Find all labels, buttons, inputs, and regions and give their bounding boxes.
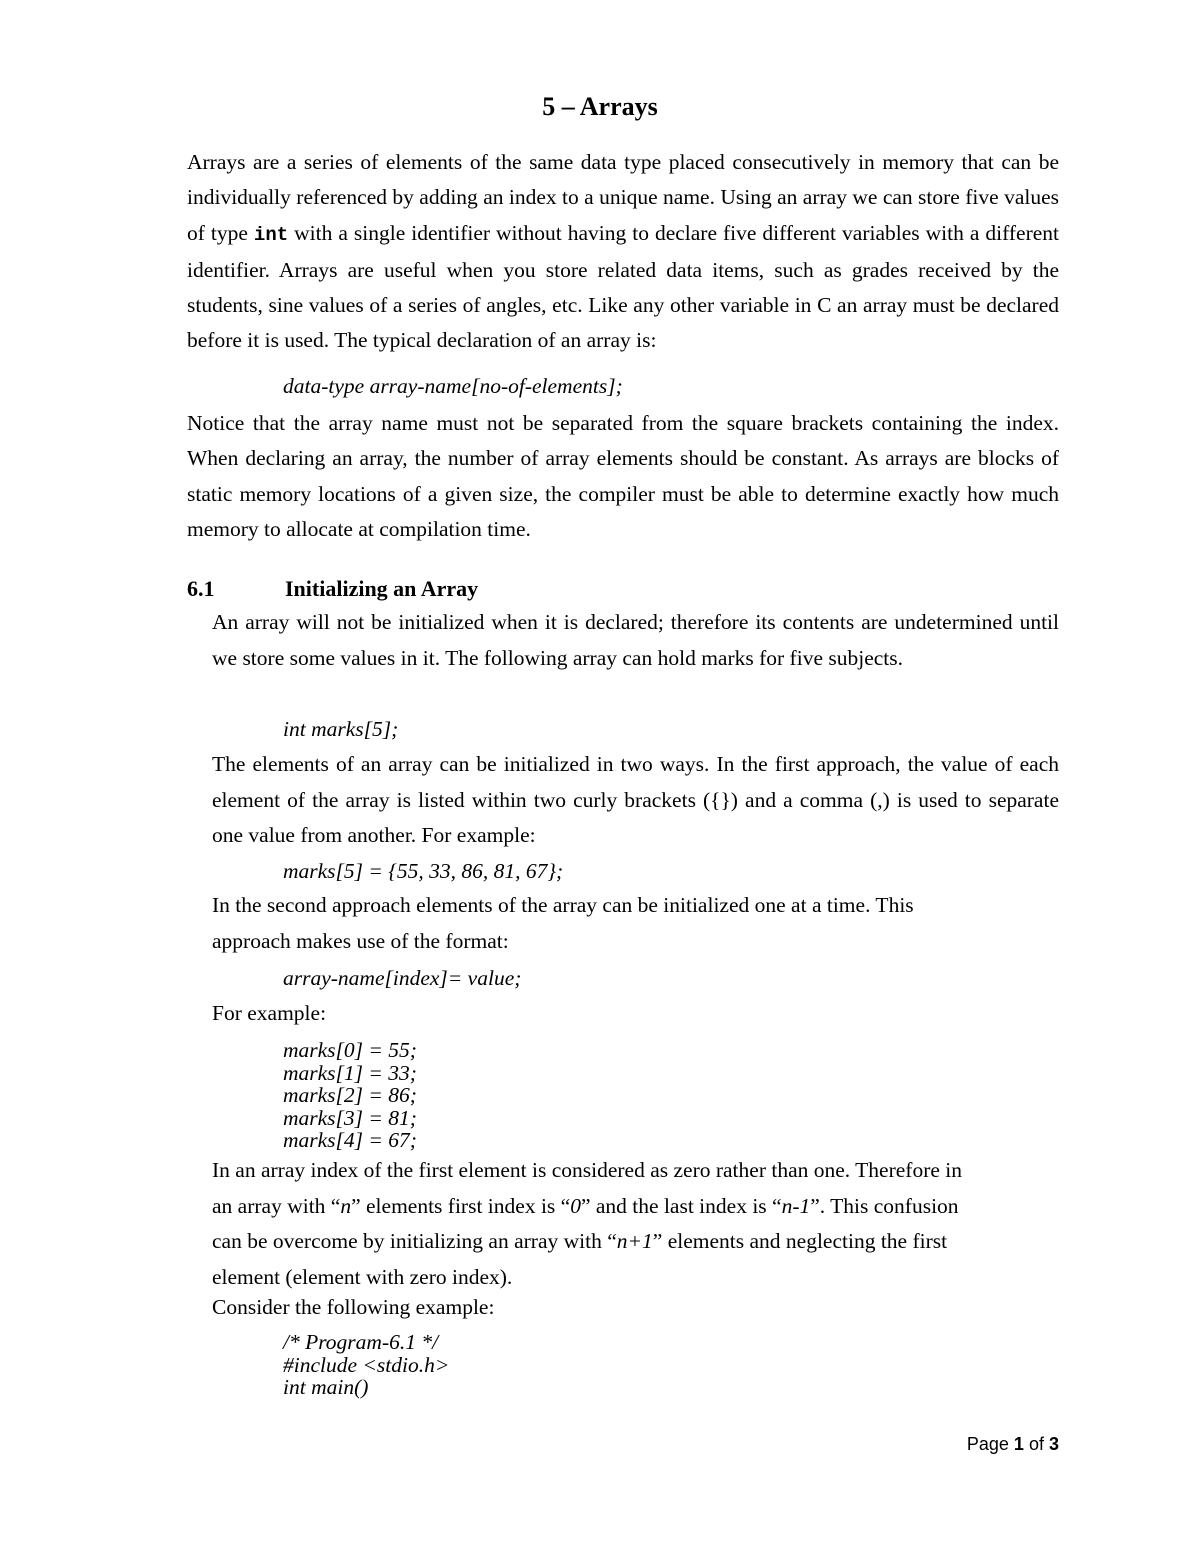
second-approach-paragraph — [212, 888, 914, 959]
index-paragraph — [212, 1153, 962, 1295]
intro-text-b: with a single identifier without having to declare five different variables with a different identifier. Arrays are useful when you store related data items, such as grades received by the students, sine values of a series of angles, etc. Like any other variable in C an array must be declared before it is used. The typical declaration of an array is: — [187, 220, 1059, 353]
for-example-label: For example: — [212, 1001, 327, 1025]
page-footer — [967, 1434, 1059, 1455]
second-approach-line-1: In the second approach elements of the array can be initialized one at a time. This — [212, 893, 914, 917]
footer-label: Page — [966, 1434, 1009, 1454]
index-line-3: can be overcome by initializing an array with “n+1” elements and neglecting the first — [212, 1229, 948, 1253]
code-marks-decl: int marks[5]; — [283, 717, 399, 741]
intro-paragraph — [187, 145, 1059, 359]
second-approach-line-2: approach makes use of the format: — [212, 928, 509, 953]
footer-total-pages: 3 — [1048, 1434, 1059, 1454]
program-line: #include <stdio.h> — [283, 1352, 450, 1377]
declaration-syntax: data-type array-name[no-of-elements]; — [283, 374, 623, 398]
code-line: marks[0] = 55; — [283, 1038, 417, 1062]
index-line-4: element (element with zero index). — [212, 1264, 513, 1289]
code-format: array-name[index]= value; — [283, 966, 522, 990]
section-heading: Initializing an Array — [285, 576, 479, 601]
intro-code-int: int — [253, 223, 289, 246]
program-line: /* Program-6.1 */ — [283, 1330, 439, 1354]
program-line: int main() — [283, 1375, 369, 1400]
code-marks-init: marks[5] = {55, 33, 86, 81, 67}; — [283, 859, 564, 883]
page-title: 5 – Arrays — [542, 92, 658, 121]
index-line-2: an array with “n” elements first index is “0” and the last index is “n-1”. This confusion — [212, 1193, 959, 1218]
code-assignments-block — [283, 1039, 417, 1152]
code-line: marks[1] = 33; — [283, 1060, 417, 1085]
code-line: marks[2] = 86; — [283, 1083, 417, 1108]
index-line-1: In an array index of the first element is considered as zero rather than one. Therefore in — [212, 1158, 962, 1182]
consider-line: Consider the following example: — [212, 1295, 495, 1319]
footer-of: of — [1028, 1434, 1044, 1454]
section-number: 6.1 — [187, 576, 215, 601]
ways-paragraph: The elements of an array can be initialized in two ways. In the first approach, the value of each element of the array is listed within two curly brackets ({}) and a comma (,) is used to separate one value from another. For example: — [212, 752, 1059, 847]
program-code-block — [283, 1331, 449, 1399]
footer-current-page: 1 — [1013, 1434, 1024, 1454]
code-line: marks[4] = 67; — [283, 1128, 417, 1153]
code-line: marks[3] = 81; — [283, 1105, 417, 1130]
init-paragraph: An array will not be initialized when it is declared; therefore its contents are undetermined until we store some values in it. The following array can hold marks for five subjects. — [212, 610, 1059, 670]
notice-paragraph: Notice that the array name must not be separated from the square brackets containing the index. When declaring an array, the number of array elements should be constant. As arrays are blocks of static memory locations of a given size, the compiler must be able to determine exactly how much memory to allocate at compilation time. — [187, 411, 1059, 541]
intro-text-a: Arrays are a series of elements of the same data type placed consecutively in memory that can be individually referenced by adding an index to a unique name. Using an array we can store five values of type — [187, 150, 1059, 245]
